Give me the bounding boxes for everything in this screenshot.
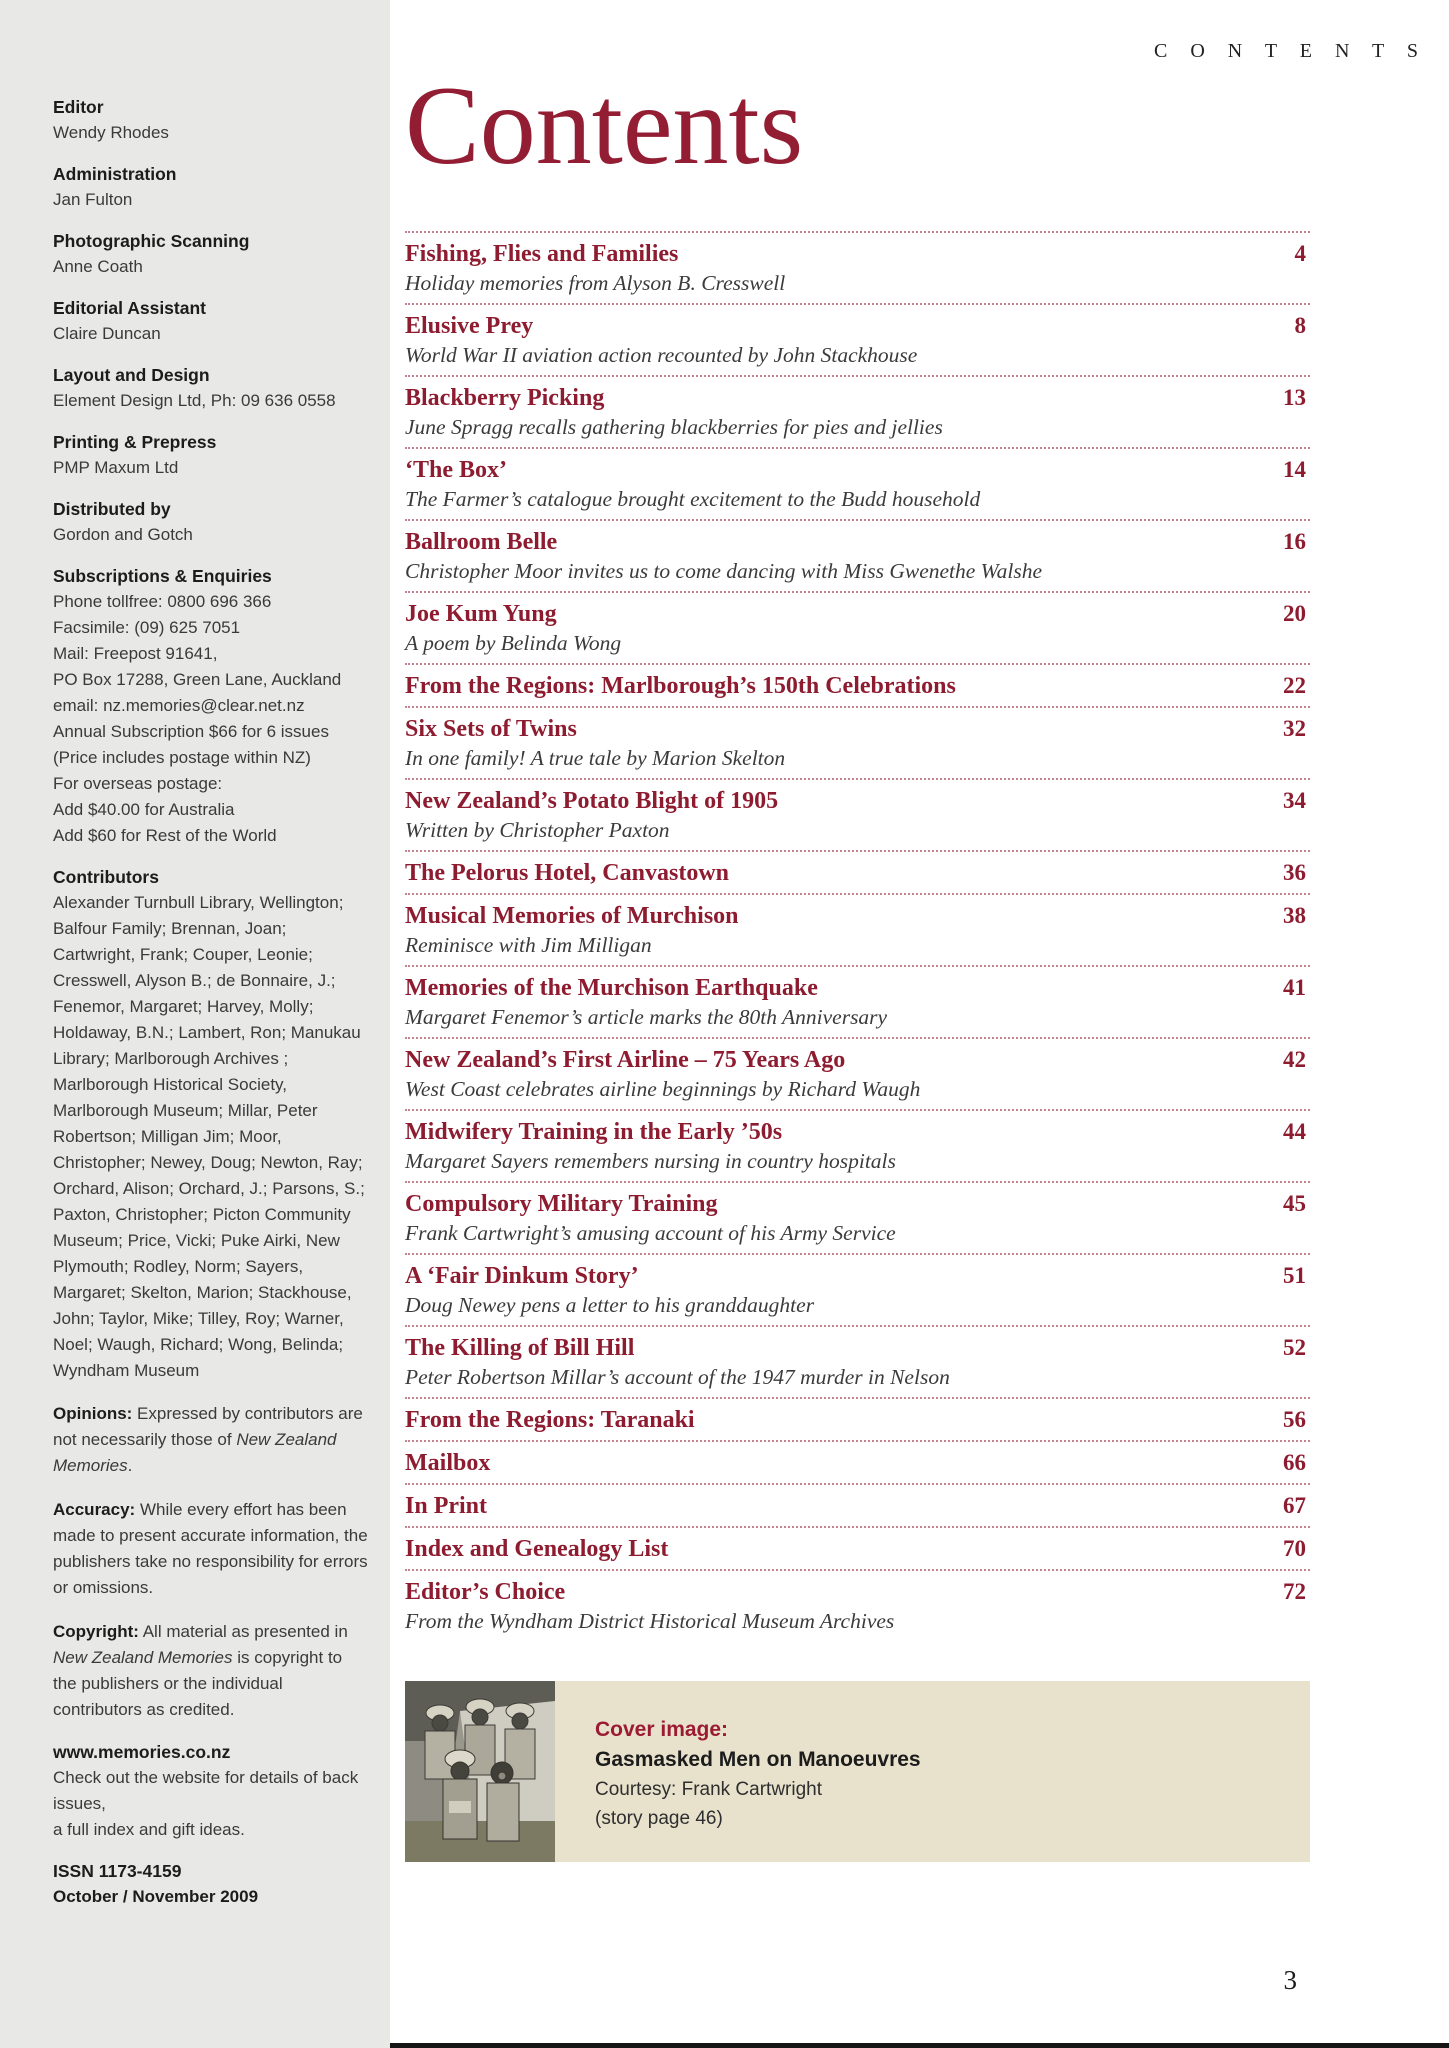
sidebar-note-italic: New Zealand Memories [53, 1648, 233, 1667]
toc-entry-text [405, 1117, 896, 1176]
page-title: Contents [405, 64, 804, 188]
toc-entry-page-number: 66 [1283, 1449, 1306, 1475]
toc-entry-page-number: 72 [1283, 1578, 1306, 1604]
toc-entry-title: The Killing of Bill Hill [405, 1334, 635, 1361]
toc-entry-title: Six Sets of Twins [405, 715, 577, 742]
sidebar-section [53, 96, 368, 146]
toc-entry-text [405, 786, 778, 845]
sidebar-section-heading: Photographic Scanning [53, 231, 250, 251]
toc-entry-title: From the Regions: Taranaki [405, 1406, 695, 1433]
toc-entry-title: A ‘Fair Dinkum Story’ [405, 1262, 639, 1289]
toc-entry [405, 375, 1310, 447]
sidebar-section [53, 431, 368, 481]
sidebar-legal-notes [53, 1401, 368, 1723]
toc-entry-text [405, 1045, 920, 1104]
toc-entry-page-number: 8 [1294, 312, 1306, 338]
cover-image-title: Gasmasked Men on Manoeuvres [595, 1747, 921, 1771]
toc-entry-subtitle: West Coast celebrates airline beginnings by Richard Waugh [405, 1076, 921, 1101]
sidebar-section-heading: Contributors [53, 867, 159, 887]
toc-entry-title: Editor’s Choice [405, 1578, 566, 1605]
toc-entry-subtitle: Doug Newey pens a letter to his granddaughter [405, 1292, 815, 1317]
toc-entry-title: Ballroom Belle [405, 528, 558, 555]
sidebar-note-label: Opinions: [53, 1404, 133, 1423]
toc-entry-title: Elusive Prey [405, 312, 534, 339]
cover-info-box [555, 1681, 1310, 1862]
sidebar-section-heading: Administration [53, 164, 177, 184]
sidebar-section [53, 565, 368, 849]
toc-entry-page-number: 41 [1283, 974, 1306, 1000]
sidebar-note: Opinions: Expressed by contributors are not necessarily those of New Zealand Memories. [53, 1404, 363, 1475]
toc-entry [405, 1109, 1310, 1181]
toc-entry-page-number: 4 [1294, 240, 1306, 266]
sidebar-section-line: Mail: Freepost 91641, [53, 644, 218, 663]
toc-entry-page-number: 22 [1283, 672, 1306, 698]
toc-entry [405, 1569, 1310, 1641]
sidebar-section [53, 364, 368, 414]
toc-entry-text [405, 455, 980, 514]
toc-entry [405, 231, 1310, 303]
toc-entry-title: Midwifery Training in the Early ’50s [405, 1118, 783, 1145]
sidebar-section-line: PO Box 17288, Green Lane, Auckland [53, 670, 342, 689]
toc-entry-title: The Pelorus Hotel, Canvastown [405, 859, 729, 886]
sidebar-section-line: October / November 2009 [53, 1887, 259, 1906]
toc-entry-text [405, 1405, 695, 1435]
sidebar-section-line: Annual Subscription $66 for 6 issues [53, 722, 329, 741]
cover-image-label: Cover image: [595, 1717, 729, 1741]
sidebar-masthead-sections [53, 96, 368, 1384]
toc-entry-text [405, 973, 887, 1032]
toc-list [405, 231, 1310, 1641]
toc-entry-page-number: 45 [1283, 1190, 1306, 1216]
sidebar-section-line: Jan Fulton [53, 190, 133, 209]
toc-entry-text [405, 1448, 490, 1478]
toc-entry-page-number: 51 [1283, 1262, 1306, 1288]
toc-entry [405, 663, 1310, 706]
scan-edge-line [390, 2043, 1449, 2048]
cover-photo [405, 1681, 555, 1862]
sidebar-section-line: Wendy Rhodes [53, 123, 169, 142]
toc-entry-page-number: 56 [1283, 1406, 1306, 1432]
sidebar-note: Accuracy: While every effort has been made to present accurate information, the publishers take no responsibility for errors or omissions. [53, 1500, 368, 1597]
cover-courtesy: Courtesy: Frank Cartwright [595, 1778, 823, 1800]
toc-entry-title: New Zealand’s First Airline – 75 Years Ago [405, 1046, 846, 1073]
toc-entry-text [405, 1534, 668, 1564]
sidebar-section-line: (Price includes postage within NZ) [53, 748, 311, 767]
toc-entry [405, 1325, 1310, 1397]
toc-entry-text [405, 714, 785, 773]
sidebar-section-heading: Printing & Prepress [53, 432, 217, 452]
toc-entry [405, 519, 1310, 591]
toc-entry-title: From the Regions: Marlborough’s 150th Celebrations [405, 672, 956, 699]
toc-entry-title: ‘The Box’ [405, 456, 507, 483]
toc-entry-title: Index and Genealogy List [405, 1535, 669, 1562]
toc-entry-subtitle: Holiday memories from Alyson B. Cresswell [405, 270, 786, 295]
toc-entry [405, 303, 1310, 375]
toc-entry-text [405, 1491, 487, 1521]
toc-entry-subtitle: In one family! A true tale by Marion Skelton [405, 745, 786, 770]
toc-entry-subtitle: Reminisce with Jim Milligan [405, 932, 652, 957]
toc-entry-text [405, 1261, 814, 1320]
sidebar-section [53, 866, 368, 1384]
toc-entry [405, 447, 1310, 519]
sidebar-section-line: Check out the website for details of back issues, [53, 1768, 359, 1813]
cover-photo-illustration [405, 1681, 555, 1862]
toc-entry [405, 965, 1310, 1037]
sidebar-note-label: Accuracy: [53, 1500, 136, 1519]
sidebar-section-heading: Layout and Design [53, 365, 210, 385]
toc-entry-title: In Print [405, 1492, 488, 1519]
toc-entry [405, 778, 1310, 850]
toc-entry-text [405, 311, 917, 370]
sidebar-note: Copyright: All material as presented in New Zealand Memories is copyright to the publishers or the individual contributors as credited. [53, 1622, 348, 1719]
sidebar-section [53, 498, 368, 548]
toc-entry [405, 1483, 1310, 1526]
toc-entry-page-number: 34 [1283, 787, 1306, 813]
cover-story-ref: (story page 46) [595, 1807, 723, 1829]
toc-entry-subtitle: World War II aviation action recounted by John Stackhouse [405, 342, 918, 367]
toc-entry-subtitle: Margaret Sayers remembers nursing in country hospitals [405, 1148, 896, 1173]
toc-entry [405, 591, 1310, 663]
sidebar-section-line: Element Design Ltd, Ph: 09 636 0558 [53, 391, 336, 410]
sidebar-section [53, 230, 368, 280]
toc-entry-text [405, 901, 739, 960]
toc-entry [405, 850, 1310, 893]
toc-entry [405, 893, 1310, 965]
toc-entry-subtitle: June Spragg recalls gathering blackberries for pies and jellies [405, 414, 943, 439]
sidebar-section-line: Gordon and Gotch [53, 525, 193, 544]
toc-entry-title: Blackberry Picking [405, 384, 605, 411]
toc-entry-text [405, 527, 1042, 586]
toc-entry [405, 1037, 1310, 1109]
toc-entry-text [405, 239, 785, 298]
toc-entry-text [405, 671, 956, 701]
toc-entry [405, 1526, 1310, 1569]
toc-entry-subtitle: Frank Cartwright’s amusing account of his Army Service [405, 1220, 896, 1245]
toc-entry-page-number: 14 [1283, 456, 1306, 482]
toc-entry-text [405, 599, 621, 658]
sidebar-section-line: PMP Maxum Ltd [53, 458, 179, 477]
sidebar-section-paragraph: Alexander Turnbull Library, Wellington; Balfour Family; Brennan, Joan; Cartwright, Frank; Couper, Leonie; Cresswell, Alyson B.; de Bonnaire, J.; Fenemor, Margaret; Harvey, Molly; Holdaway, B.N.; Lambert, Ron; Manukau Library; Marlborough Archives ; Marlborough Historical Society, Marlborough Museum; Millar, Peter Robertson; Milligan Jim; Moor, Christopher; Newey, Doug; Newton, Ray; Orchard, Alison; Orchard, J.; Parsons, S.; Paxton, Christopher; Picton Community Museum; Price, Vicki; Puke Airki, New Plymouth; Rodley, Norm; Sayers, Margaret; Skelton, Marion; Stackhouse, John; Taylor, Mike; Tilley, Roy; Warner, Noel; Waugh, Richard; Wong, Belinda; Wyndham Museum [53, 893, 365, 1380]
sidebar-section [53, 297, 368, 347]
sidebar-section-line: a full index and gift ideas. [53, 1820, 245, 1839]
cover-section [405, 1681, 1310, 1862]
sidebar-section-heading: Editor [53, 97, 104, 117]
sidebar-section [53, 1741, 368, 1843]
toc-entry-page-number: 32 [1283, 715, 1306, 741]
page-header-label: C O N T E N T S [1154, 40, 1427, 62]
toc-entry-title: Memories of the Murchison Earthquake [405, 974, 818, 1001]
toc-entry-page-number: 67 [1283, 1492, 1306, 1518]
toc-entry-page-number: 44 [1283, 1118, 1306, 1144]
sidebar-section-line: Anne Coath [53, 257, 143, 276]
toc-entry-page-number: 38 [1283, 902, 1306, 928]
sidebar-section-heading: ISSN 1173-4159 [53, 1861, 182, 1881]
toc-entry-subtitle: Margaret Fenemor’s article marks the 80th Anniversary [405, 1004, 888, 1029]
toc-entry [405, 1440, 1310, 1483]
sidebar [0, 0, 390, 2048]
sidebar-section-line: Phone tollfree: 0800 696 366 [53, 592, 272, 611]
toc-entry-page-number: 16 [1283, 528, 1306, 554]
toc-entry-page-number: 52 [1283, 1334, 1306, 1360]
toc-entry-page-number: 20 [1283, 600, 1306, 626]
toc-entry [405, 1397, 1310, 1440]
sidebar-footer-sections [53, 1741, 368, 1910]
toc-entry [405, 1253, 1310, 1325]
toc-entry-subtitle: A poem by Belinda Wong [405, 630, 622, 655]
toc-entry-subtitle: Christopher Moor invites us to come dancing with Miss Gwenethe Walshe [405, 558, 1042, 583]
sidebar-section-heading: Editorial Assistant [53, 298, 206, 318]
toc-entry-text [405, 1577, 894, 1636]
toc-entry-page-number: 42 [1283, 1046, 1306, 1072]
toc-entry-subtitle: From the Wyndham District Historical Museum Archives [405, 1608, 895, 1633]
toc-entry-text [405, 1189, 896, 1248]
sidebar-section-heading: Distributed by [53, 499, 171, 519]
toc-entry [405, 706, 1310, 778]
toc-entry-page-number: 13 [1283, 384, 1306, 410]
sidebar-section-heading: www.memories.co.nz [53, 1742, 231, 1762]
toc-entry-title: Musical Memories of Murchison [405, 902, 739, 929]
folio-page-number: 3 [1283, 1965, 1297, 1995]
sidebar-note-label: Copyright: [53, 1622, 139, 1641]
toc-entry-title: Fishing, Flies and Families [405, 240, 679, 267]
toc-entry-title: Compulsory Military Training [405, 1190, 718, 1217]
contents-main [405, 0, 1310, 1862]
sidebar-section-line: Facsimile: (09) 625 7051 [53, 618, 241, 637]
toc-entry-title: Joe Kum Yung [405, 600, 557, 627]
sidebar-section-line: Add $40.00 for Australia [53, 800, 235, 819]
toc-entry-subtitle: Written by Christopher Paxton [405, 817, 670, 842]
toc-entry-title: New Zealand’s Potato Blight of 1905 [405, 787, 779, 814]
sidebar-section-line: For overseas postage: [53, 774, 223, 793]
toc-entry-subtitle: The Farmer’s catalogue brought excitement to the Budd household [405, 486, 981, 511]
toc-entry-text [405, 858, 729, 888]
sidebar-section [53, 163, 368, 213]
toc-entry [405, 1181, 1310, 1253]
toc-entry-page-number: 36 [1283, 859, 1306, 885]
toc-entry-page-number: 70 [1283, 1535, 1306, 1561]
toc-entry-subtitle: Peter Robertson Millar’s account of the 1947 murder in Nelson [405, 1364, 950, 1389]
sidebar-note-italic: New Zealand Memories [53, 1430, 337, 1475]
sidebar-section-line: Add $60 for Rest of the World [53, 826, 277, 845]
sidebar-section-heading: Subscriptions & Enquiries [53, 566, 272, 586]
toc-entry-text [405, 1333, 950, 1392]
sidebar-section-line: Claire Duncan [53, 324, 161, 343]
sidebar-section [53, 1860, 368, 1910]
toc-entry-title: Mailbox [405, 1449, 491, 1476]
sidebar-section-line: email: nz.memories@clear.net.nz [53, 696, 305, 715]
toc-entry-text [405, 383, 943, 442]
